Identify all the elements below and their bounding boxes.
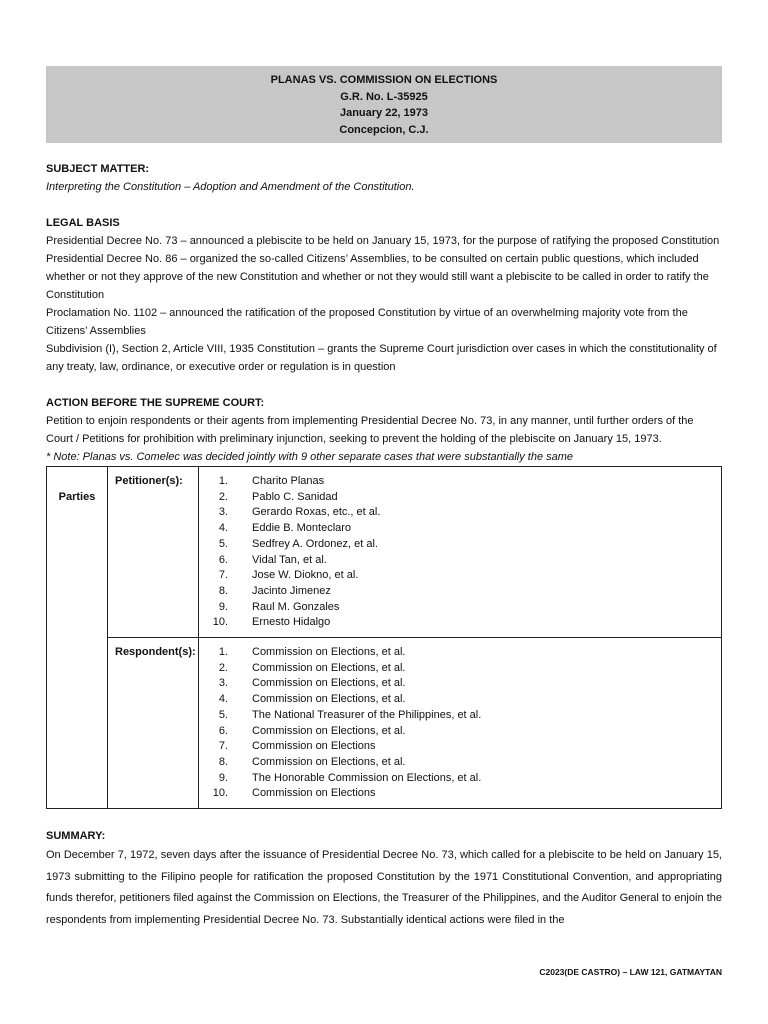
list-item-name: Jacinto Jimenez bbox=[252, 584, 331, 597]
list-item-number: 1. bbox=[218, 475, 228, 487]
subject-matter-text: Interpreting the Constitution – Adoption and Amendment of the Constitution. bbox=[46, 181, 415, 193]
petitioners-list-cell bbox=[199, 467, 722, 638]
list-item-name: Pablo C. Sanidad bbox=[252, 490, 338, 503]
list-item-name: Ernesto Hidalgo bbox=[252, 616, 331, 629]
case-header bbox=[46, 66, 722, 143]
list-item bbox=[199, 645, 721, 661]
list-item-number: 6. bbox=[218, 553, 228, 566]
list-item bbox=[199, 755, 721, 771]
list-item-name: Raul M. Gonzales bbox=[252, 600, 340, 613]
list-item-number: 9. bbox=[218, 771, 228, 784]
list-item bbox=[199, 708, 721, 724]
petitioners-list bbox=[199, 474, 721, 631]
parties-table bbox=[46, 466, 722, 809]
list-item-name: Commission on Elections, et al. bbox=[252, 646, 406, 659]
list-item-number: 2. bbox=[218, 661, 228, 674]
list-item-name: Commission on Elections, et al. bbox=[252, 677, 406, 690]
petitioners-label: Petitioner(s): bbox=[108, 467, 199, 638]
list-item bbox=[199, 537, 721, 553]
case-ponente: Concepcion, C.J. bbox=[339, 123, 429, 136]
petitioners-row bbox=[47, 467, 722, 638]
summary-text: On December 7, 1972, seven days after the issuance of Presidential Decree No. 73, which called for a plebiscite to be held on January 15, 1973 submitting to the Filipino people for ratification the proposed Constitution by the 1971 Constitutional Convention, and appropriating funds therefor, petitioners filed against the Commission on Elections, the Treasurer of the Philippines, and the Auditor General to enjoin the respondents from implementing Presidential Decree No. 73. Substantially identical actions were filed in the bbox=[46, 849, 722, 926]
list-item bbox=[199, 692, 721, 708]
list-item-name: Commission on Elections bbox=[252, 740, 376, 753]
parties-label: Parties bbox=[47, 467, 108, 809]
list-item-number: 10. bbox=[212, 616, 228, 629]
list-item-number: 10. bbox=[212, 787, 228, 800]
subject-matter-heading: SUBJECT MATTER: bbox=[46, 163, 150, 175]
list-item bbox=[199, 553, 721, 569]
list-item bbox=[199, 505, 721, 521]
list-item-number: 9. bbox=[218, 600, 228, 613]
list-item-name: Gerardo Roxas, etc., et al. bbox=[252, 506, 381, 519]
list-item-name: The Honorable Commission on Elections, et al. bbox=[252, 771, 482, 784]
respondents-row bbox=[47, 638, 722, 809]
list-item-name: The National Treasurer of the Philippines, et al. bbox=[252, 708, 482, 721]
list-item-number: 2. bbox=[218, 490, 228, 503]
list-item bbox=[199, 600, 721, 616]
list-item-name: Commission on Elections bbox=[252, 787, 376, 800]
list-item bbox=[199, 771, 721, 787]
list-item-name: Commission on Elections, et al. bbox=[252, 755, 406, 768]
legal-basis-heading: LEGAL BASIS bbox=[46, 217, 120, 229]
list-item-number: 8. bbox=[218, 584, 228, 597]
list-item-number: 3. bbox=[218, 506, 228, 519]
legal-basis-item: Proclamation No. 1102 – announced the ratification of the proposed Constitution by virtue of an overwhelming majority vote from the Citizens’ Assemblies bbox=[46, 307, 688, 337]
case-title: PLANAS VS. COMMISSION ON ELECTIONS bbox=[270, 74, 498, 86]
list-item-name: Commission on Elections, et al. bbox=[252, 661, 406, 674]
respondents-list-cell bbox=[199, 638, 722, 809]
list-item bbox=[199, 739, 721, 755]
list-item bbox=[199, 676, 721, 692]
list-item-name: Eddie B. Monteclaro bbox=[252, 522, 352, 535]
list-item bbox=[199, 568, 721, 584]
legal-basis-item: Presidential Decree No. 86 – organized the so-called Citizens’ Assemblies, to be consulted on certain public questions, which included whether or not they approve of the new Constitution and whether or not they would still want a plebiscite to be called in order to ratify the Constitution bbox=[46, 253, 709, 301]
list-item-number: 6. bbox=[218, 724, 228, 737]
list-item-name: Charito Planas bbox=[252, 475, 325, 487]
list-item bbox=[199, 661, 721, 677]
list-item-number: 1. bbox=[218, 646, 228, 659]
list-item-name: Vidal Tan, et al. bbox=[252, 553, 327, 566]
list-item-number: 7. bbox=[218, 569, 228, 582]
list-item-number: 3. bbox=[218, 677, 228, 690]
legal-basis-item: Presidential Decree No. 73 – announced a plebiscite to be held on January 15, 1973, for the purpose of ratifying the proposed Constitution bbox=[46, 235, 720, 247]
list-item bbox=[199, 615, 721, 631]
list-item bbox=[199, 724, 721, 740]
list-item-number: 4. bbox=[218, 522, 228, 535]
action-note: * Note: Planas vs. Comelec was decided jointly with 9 other separate cases that were substantially the same bbox=[46, 451, 574, 463]
list-item-number: 7. bbox=[218, 740, 228, 753]
page-footer: C2023(DE CASTRO) – LAW 121, GATMAYTAN bbox=[539, 967, 722, 977]
respondents-list bbox=[199, 645, 721, 802]
action-heading: ACTION BEFORE THE SUPREME COURT: bbox=[46, 397, 265, 409]
list-item-name: Commission on Elections, et al. bbox=[252, 693, 406, 706]
list-item-number: 8. bbox=[218, 755, 228, 768]
respondents-label: Respondent(s): bbox=[108, 638, 199, 809]
list-item-name: Jose W. Diokno, et al. bbox=[252, 569, 359, 582]
case-gr-number: G.R. No. L-35925 bbox=[340, 90, 428, 103]
list-item-number: 4. bbox=[218, 693, 228, 706]
list-item-number: 5. bbox=[218, 708, 228, 721]
list-item-name: Sedfrey A. Ordonez, et al. bbox=[252, 537, 378, 550]
document-body bbox=[46, 160, 722, 931]
list-item bbox=[199, 521, 721, 537]
list-item bbox=[199, 584, 721, 600]
action-text: Petition to enjoin respondents or their agents from implementing Presidential Decree No. 73, in any manner, until further orders of the Court / Petitions for prohibition with preliminary injunction, seeking to prevent the holding of the plebiscite on January 15, 1973. bbox=[46, 415, 694, 445]
list-item bbox=[199, 474, 721, 490]
list-item bbox=[199, 490, 721, 506]
summary-heading: SUMMARY: bbox=[46, 830, 106, 843]
legal-basis-item: Subdivision (I), Section 2, Article VIII, 1935 Constitution – grants the Supreme Court jurisdiction over cases in which the constitutionality of any treaty, law, ordinance, or executive order or regulation is in question bbox=[46, 343, 717, 373]
list-item-name: Commission on Elections, et al. bbox=[252, 724, 406, 737]
list-item bbox=[199, 786, 721, 802]
list-item-number: 5. bbox=[218, 537, 228, 550]
case-date: January 22, 1973 bbox=[339, 107, 429, 119]
